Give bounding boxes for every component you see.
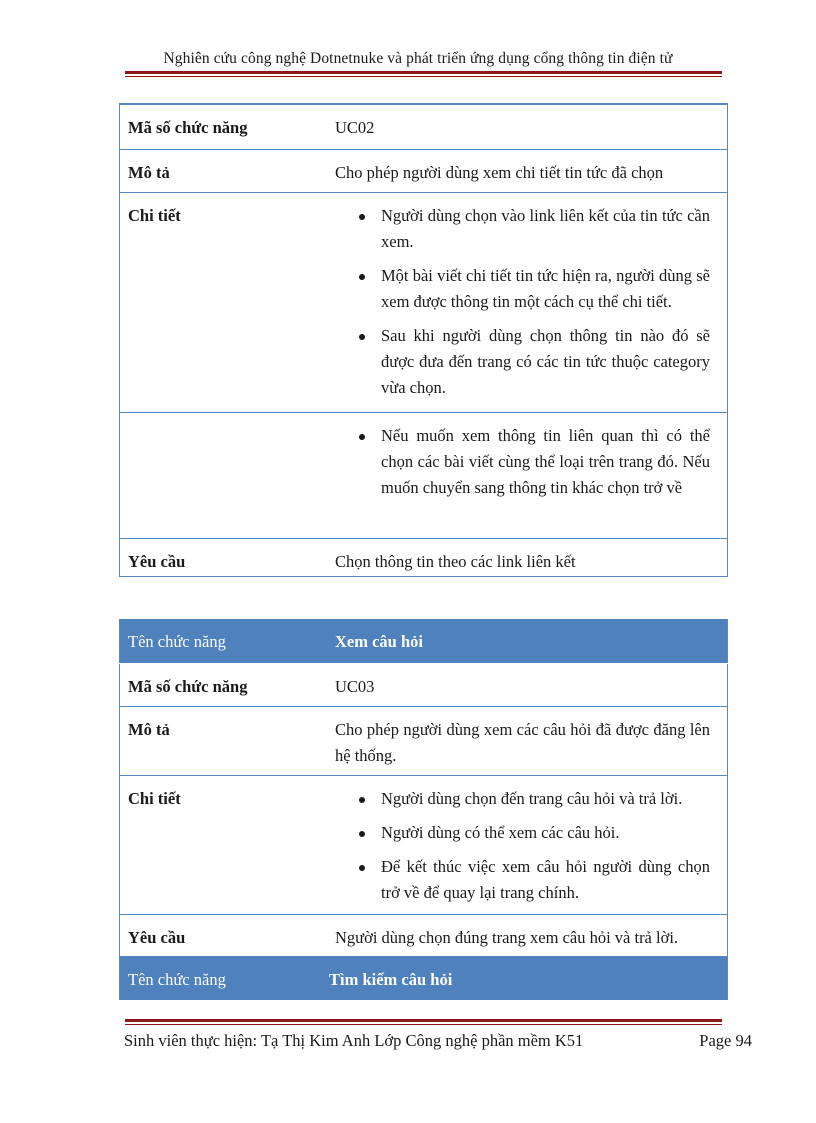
table-header-row-next xyxy=(120,956,728,1000)
footer-author: Sinh viên thực hiện: Tạ Thị Kim Anh Lớp Công nghệ phần mềm K51 xyxy=(124,1031,584,1050)
bullet-icon xyxy=(359,831,365,837)
use-case-table-uc02 xyxy=(119,103,728,577)
table-row-requirement xyxy=(120,914,728,956)
row-value: Chọn thông tin theo các link liên kết xyxy=(335,551,576,571)
table-row-requirement xyxy=(120,538,728,576)
list-item: Người dùng chọn đến trang câu hỏi và trả lời. xyxy=(371,786,710,812)
table-row-description xyxy=(120,149,728,192)
use-case-table-uc03 xyxy=(119,619,728,1001)
row-key: Mô tả xyxy=(128,162,170,182)
list-item: Sau khi người dùng chọn thông tin nào đó sẽ được đưa đến trang có các tin tức thuộc category vừa chọn. xyxy=(371,323,710,401)
table-row-details xyxy=(120,192,728,412)
bullet-icon xyxy=(359,797,365,803)
table-row-details-continued xyxy=(120,412,728,538)
page-footer xyxy=(124,1031,752,1051)
page-number: Page 94 xyxy=(699,1031,752,1050)
row-key: Mã số chức năng xyxy=(128,676,248,696)
list-item: Một bài viết chi tiết tin tức hiện ra, người dùng sẽ xem được thông tin một cách cụ thể chi tiết. xyxy=(371,263,710,315)
bullet-list xyxy=(335,203,710,401)
row-key: Chi tiết xyxy=(128,205,181,225)
table-row-code xyxy=(120,663,728,706)
table-row-details xyxy=(120,775,728,914)
table-row-description xyxy=(120,706,728,775)
bullet-icon xyxy=(359,434,365,440)
row-value: Người dùng chọn đúng trang xem câu hỏi và trả lời. xyxy=(335,927,679,947)
header-key: Tên chức năng xyxy=(128,969,226,989)
table-row-code xyxy=(120,104,728,149)
footer-rule-thin xyxy=(125,1024,722,1025)
bullet-icon xyxy=(359,274,365,280)
row-value: Cho phép người dùng xem các câu hỏi đã được đăng lên hệ thống. xyxy=(335,719,710,765)
row-bullets xyxy=(328,775,728,914)
header-rule-thick xyxy=(125,71,722,74)
row-key: Mô tả xyxy=(128,719,170,739)
row-bullets xyxy=(328,412,728,538)
row-value: Cho phép người dùng xem chi tiết tin tức đã chọn xyxy=(335,162,664,182)
bullet-icon xyxy=(359,334,365,340)
header-rule-thin xyxy=(125,76,722,77)
bullet-list xyxy=(335,786,710,906)
list-item: Người dùng có thể xem các câu hỏi. xyxy=(371,820,710,846)
row-bullets xyxy=(328,192,728,412)
row-key: Yêu cầu xyxy=(128,927,186,947)
table-header-row xyxy=(120,619,728,663)
bullet-icon xyxy=(359,865,365,871)
footer-rule-thick xyxy=(125,1019,722,1022)
row-value: UC03 xyxy=(335,676,375,696)
row-key: Yêu cầu xyxy=(128,551,186,571)
header-value: Xem câu hỏi xyxy=(335,632,423,651)
bullet-list xyxy=(335,423,710,501)
row-key: Mã số chức năng xyxy=(128,118,248,137)
page-header-title: Nghiên cứu công nghệ Dotnetnuke và phát triển ứng dụng cổng thông tin điện tử xyxy=(163,50,673,67)
header-value: Tìm kiếm câu hỏi xyxy=(329,969,453,989)
list-item: Người dùng chọn vào link liên kết của tin tức cần xem. xyxy=(371,203,710,255)
row-key: Chi tiết xyxy=(128,788,181,808)
list-item: Nếu muốn xem thông tin liên quan thì có thể chọn các bài viết cùng thể loại trên trang đó. Nếu muốn chuyển sang thông tin khác chọn trở về xyxy=(371,423,710,501)
header-key: Tên chức năng xyxy=(128,632,226,651)
list-item: Để kết thúc việc xem câu hỏi người dùng chọn trở về để quay lại trang chính. xyxy=(371,854,710,906)
bullet-icon xyxy=(359,214,365,220)
row-value: UC02 xyxy=(335,118,375,137)
row-key xyxy=(120,412,329,538)
